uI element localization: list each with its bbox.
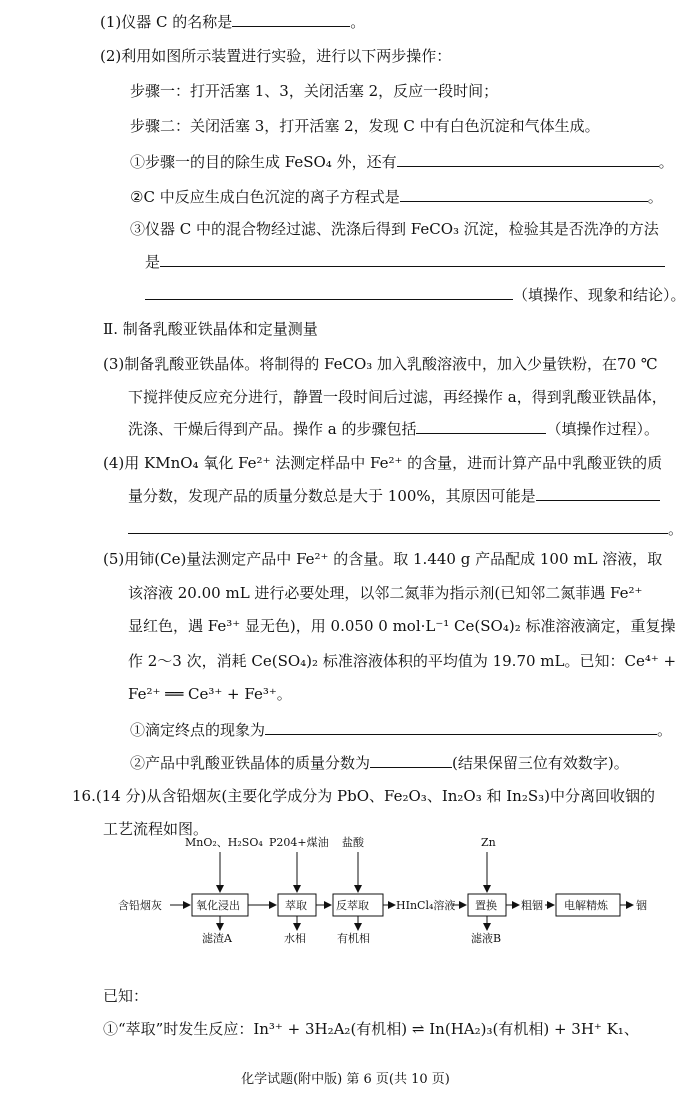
- q2-sub2-end: 。: [647, 188, 663, 206]
- flow-output2: 水相: [284, 932, 306, 945]
- q2-sub2-blank[interactable]: [400, 185, 648, 202]
- flow-start: 含铅烟灰: [118, 899, 162, 912]
- flow-box3-label: 反萃取: [336, 899, 369, 912]
- q4-line3: [128, 517, 683, 540]
- q3-line1: (3)制备乳酸亚铁晶体。将制得的 FeCO₃ 加入乳酸溶液中，加入少量铁粉，在70 ℃: [103, 355, 658, 373]
- q1-line: [100, 10, 365, 33]
- q2-sub3: ③仪器 C 中的混合物经过滤、洗涤后得到 FeCO₃ 沉淀，检验其是否洗净的方法: [130, 220, 659, 238]
- q3-blank[interactable]: [416, 417, 546, 434]
- q3-line3-text: 洗涤、干燥后得到产品。操作 a 的步骤包括: [128, 420, 417, 438]
- section-2-title: Ⅱ. 制备乳酸亚铁晶体和定量测量: [103, 320, 318, 338]
- q5-line4: 作 2～3 次，消耗 Ce(SO₄)₂ 标准溶液体积的平均值为 19.70 mL。已知：Ce⁴⁺ +: [128, 652, 677, 670]
- q2-intro: (2)利用如图所示装置进行实验，进行以下两步操作：: [100, 47, 452, 65]
- q2-sub1-end: 。: [658, 153, 674, 171]
- flow-crude: 粗铟: [521, 899, 543, 912]
- q5-sub1-text: ①滴定终点的现象为: [130, 721, 266, 739]
- q2-sub1-text: ①步骤一的目的除生成 FeSO₄ 外，还有: [130, 153, 397, 171]
- flow-input3: 盐酸: [342, 836, 364, 849]
- page-footer: 化学试题(附中版) 第 6 页(共 10 页): [241, 1072, 450, 1087]
- known-line1: ①“萃取”时发生反应：In³⁺ + 3H₂A₂(有机相) ⇌ In(HA₂)₃(有机相) + 3H⁺ K₁、: [103, 1020, 639, 1038]
- q5-sub2: [130, 751, 629, 774]
- q3-line3-end: （填操作过程）。: [546, 420, 659, 438]
- q5-line3: 显红色，遇 Fe³⁺ 显无色)，用 0.050 0 mol·L⁻¹ Ce(SO₄)₂ 标准溶液滴定，重复操: [128, 617, 676, 635]
- q4-line2-text: 量分数，发现产品的质量分数总是大于 100%，其原因可能是: [128, 487, 536, 505]
- q2-sub1-blank[interactable]: [397, 150, 659, 167]
- flow-input4: Zn: [481, 836, 496, 849]
- q2-step1: 步骤一：打开活塞 1、3，关闭活塞 2，反应一段时间；: [130, 82, 499, 100]
- q5-sub2-end: (结果保留三位有效数字)。: [452, 754, 629, 772]
- q1-answer-blank[interactable]: [232, 10, 350, 27]
- q5-sub1-end: 。: [657, 721, 673, 739]
- flow-box2-label: 萃取: [285, 899, 307, 912]
- flow-output4: 滤液B: [471, 932, 502, 945]
- q5-sub2-blank[interactable]: [370, 751, 452, 768]
- q2-sub3-b: [145, 250, 665, 273]
- flow-input2: P204+煤油: [269, 836, 329, 849]
- q3-line2: 下搅拌使反应充分进行，静置一段时间后过滤，再经操作 a，得到乳酸亚铁晶体，: [128, 388, 667, 406]
- q5-line5: Fe²⁺ ══ Ce³⁺ + Fe³⁺。: [128, 685, 292, 703]
- q2-sub3-blank2[interactable]: [145, 283, 513, 300]
- q16-line1: 16.(14 分)从含铅烟灰(主要化学成分为 PbO、Fe₂O₃、In₂O₃ 和 In₂S₃)中分离回收铟的: [72, 787, 656, 805]
- q2-sub3-c: [145, 283, 686, 306]
- q16-line2: 工艺流程如图。: [103, 820, 209, 838]
- known-title: 已知：: [103, 987, 149, 1005]
- process-flow-diagram: [0, 830, 691, 950]
- q2-step2: 步骤二：关闭活塞 3，打开活塞 2，发现 C 中有白色沉淀和气体生成。: [130, 117, 600, 135]
- q2-sub2: [130, 185, 663, 208]
- flow-box1-label: 氧化浸出: [196, 899, 240, 912]
- q3-line3: [128, 417, 659, 440]
- q2-sub2-text: ②C 中反应生成白色沉淀的离子方程式是: [130, 188, 400, 206]
- q2-sub3-c-text: （填操作、现象和结论）。: [513, 286, 686, 304]
- flow-input1: MnO₂、H₂SO₄: [185, 836, 263, 849]
- q5-sub2-text: ②产品中乳酸亚铁晶体的质量分数为: [130, 754, 371, 772]
- q1-end: 。: [350, 13, 366, 31]
- q5-sub1-blank[interactable]: [265, 718, 657, 735]
- flow-output1: 滤渣A: [202, 932, 232, 945]
- q2-sub3-blank1[interactable]: [160, 250, 665, 267]
- flow-mid: HInCl₄溶液: [396, 899, 456, 912]
- q4-blank1[interactable]: [536, 484, 660, 501]
- q5-line2: 该溶液 20.00 mL 进行必要处理，以邻二氮菲为指示剂(已知邻二氮菲遇 Fe²⁺: [128, 584, 643, 602]
- q4-blank2[interactable]: [128, 517, 668, 534]
- q1-text: (1)仪器 C 的名称是: [100, 13, 233, 31]
- flow-end: 铟: [636, 899, 647, 912]
- q5-sub1: [130, 718, 672, 741]
- flow-output3: 有机相: [337, 932, 370, 945]
- q2-sub3-b-text: 是: [145, 253, 161, 271]
- flow-box4-label: 置换: [475, 899, 497, 912]
- flow-box5-label: 电解精炼: [564, 899, 608, 912]
- q4-line1: (4)用 KMnO₄ 氧化 Fe²⁺ 法测定样品中 Fe²⁺ 的含量，进而计算产品中乳酸亚铁的质: [103, 454, 663, 472]
- q2-sub1: [130, 150, 674, 173]
- q4-line2: [128, 484, 660, 507]
- q5-line1: (5)用铈(Ce)量法测定产品中 Fe²⁺ 的含量。取 1.440 g 产品配成 100 mL 溶液，取: [103, 550, 663, 568]
- q4-end: 。: [668, 520, 684, 538]
